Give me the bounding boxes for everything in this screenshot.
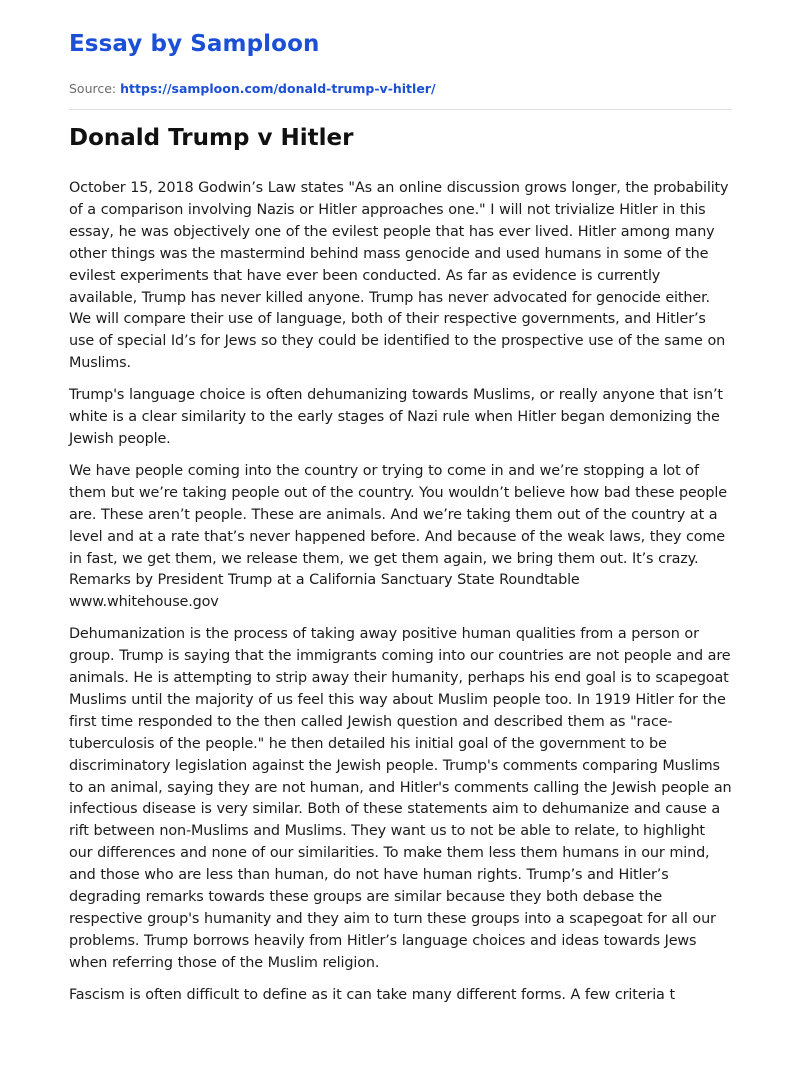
source-label: Source: xyxy=(69,81,117,96)
page-header xyxy=(69,0,732,110)
article-paragraph: Fascism is often difficult to define as it can take many different forms. A few criteria t xyxy=(69,986,675,1003)
article-title: Donald Trump v Hitler xyxy=(69,125,354,151)
article-paragraph: Trump's language choice is often dehumanizing towards Muslims, or really anyone that isn’t white is a clear similarity to the early stages of Nazi rule when Hitler began demonizing the Jewish people. xyxy=(69,387,723,447)
source-line xyxy=(69,81,732,97)
article xyxy=(69,124,732,1007)
article-paragraph: October 15, 2018 Godwin’s Law states "As an online discussion grows longer, the probability of a comparison involving Nazis or Hitler approaches one." I will not trivialize Hitler in this essay, he was objectively one of the evilest people that has ever lived. Hitler among many other things was the mastermind behind mass genocide and used humans in some of the evilest experiments that have ever been conducted. As far as evidence is currently available, Trump has never killed anyone. Trump has never advocated for genocide either. We will compare their use of language, both of their respective governments, and Hitler’s use of special Id’s for Jews so they could be identified to the prospective use of the same on Muslims. xyxy=(69,180,729,372)
site-brand[interactable]: Essay by Samploon xyxy=(69,31,320,57)
source-link[interactable]: https://samploon.com/donald-trump-v-hitler/ xyxy=(120,81,436,96)
article-paragraph: We have people coming into the country or trying to come in and we’re stopping a lot of them but we’re taking people out of the country. You wouldn’t believe how bad these people are. These aren’t people. These are animals. And we’re taking them out of the country at a level and at a rate that’s never happened before. And because of the weak laws, they come in fast, we get them, we release them, we get them again, we bring them out. It’s crazy. Remarks by President Trump at a California Sanctuary State Roundtable www.whitehouse.gov xyxy=(69,462,727,611)
header-divider xyxy=(69,109,732,110)
article-paragraph: Dehumanization is the process of taking away positive human qualities from a person or group. Trump is saying that the immigrants coming into our countries are not people and are animals. He is attempting to strip away their humanity, perhaps his end goal is to scapegoat Muslims until the majority of us feel this way about Muslim people too. In 1919 Hitler for the first time responded to the then called Jewish question and described them as "race-tuberculosis of the people." he then detailed his initial goal of the government to be discriminatory legislation against the Jewish people. Trump's comments comparing Muslims to an animal, saying they are not human, and Hitler's comments calling the Jewish people an infectious disease is very similar. Both of these statements aim to dehumanize and cause a rift between non-Muslims and Muslims. They want us to not be able to relate, to highlight our differences and none of our similarities. To make them less them humans in our mind, and those who are less than human, do not have human rights. Trump’s and Hitler’s degrading remarks towards these groups are similar because they both debase the respective group's humanity and they aim to turn these groups into a scapegoat for all our problems. Trump borrows heavily from Hitler’s language choices and ideas towards Jews when referring those of the Muslim religion. xyxy=(69,626,732,971)
article-body xyxy=(69,178,732,1007)
